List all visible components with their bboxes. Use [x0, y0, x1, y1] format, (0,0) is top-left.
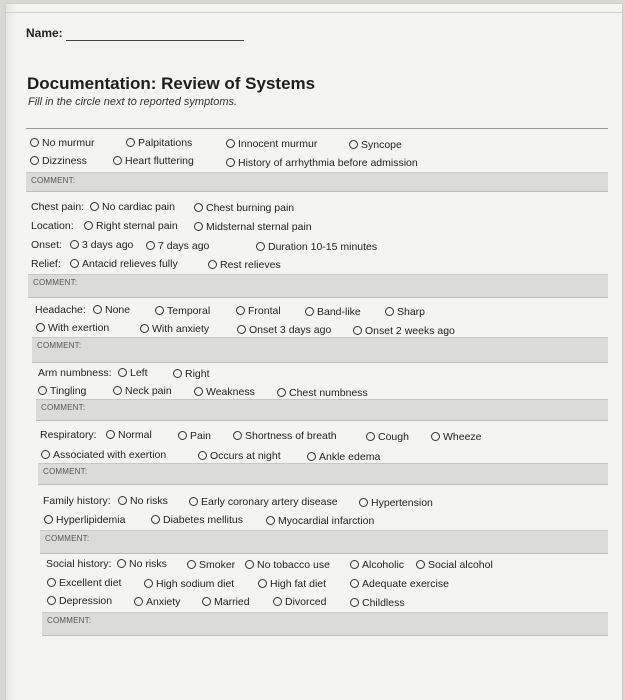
option-wheeze[interactable] [431, 431, 482, 443]
option-excellent-diet[interactable] [47, 577, 121, 589]
radio-circle-icon [70, 259, 79, 268]
option-label: Rest relieves [220, 259, 281, 271]
option-label: Right sternal pain [96, 220, 178, 232]
radio-circle-icon [70, 240, 79, 249]
radio-circle-icon [44, 515, 53, 524]
option-label: Right [185, 368, 210, 380]
option-hypertension[interactable] [359, 497, 433, 509]
comment-label: COMMENT: [43, 467, 88, 476]
radio-circle-icon [118, 496, 127, 505]
radio-circle-icon [117, 559, 126, 568]
option-family-no-risks[interactable] [118, 495, 168, 507]
radio-circle-icon [178, 431, 187, 440]
option-label: Palpitations [138, 137, 193, 149]
option-label: Chest burning pain [206, 202, 295, 214]
radio-circle-icon [113, 386, 122, 395]
comment-field[interactable] [36, 399, 608, 421]
option-label: 7 days ago [158, 240, 210, 252]
radio-circle-icon [237, 325, 246, 334]
radio-circle-icon [431, 432, 440, 441]
radio-circle-icon [198, 451, 207, 460]
radio-circle-icon [113, 156, 122, 165]
radio-circle-icon [226, 139, 235, 148]
option-label: Sharp [397, 306, 426, 318]
option-label: Syncope [361, 139, 402, 151]
top-edge-line [6, 12, 622, 13]
comment-field[interactable] [26, 172, 608, 192]
option-alcoholic[interactable] [350, 559, 404, 571]
location-label: Location: [31, 220, 74, 232]
chest-pain-label: Chest pain: [31, 201, 85, 213]
name-label: Name: [26, 26, 63, 40]
radio-circle-icon [350, 579, 359, 588]
option-label: Tingling [50, 385, 87, 397]
option-label: Onset 3 days ago [249, 324, 332, 336]
radio-circle-icon [126, 138, 135, 147]
option-no-cardiac-pain[interactable] [90, 201, 175, 213]
option-high-sodium-diet[interactable] [144, 578, 234, 590]
option-smoker[interactable] [187, 559, 235, 571]
option-tingling[interactable] [38, 385, 86, 397]
option-label: Diabetes mellitus [163, 514, 243, 526]
comment-field[interactable] [28, 274, 608, 298]
radio-circle-icon [258, 579, 267, 588]
radio-circle-icon [194, 387, 203, 396]
option-innocent-murmur[interactable] [226, 138, 317, 150]
option-label: Band-like [317, 306, 361, 318]
radio-circle-icon [30, 138, 39, 147]
option-divorced[interactable] [273, 596, 326, 608]
radio-circle-icon [93, 305, 102, 314]
option-label: Cough [378, 431, 409, 443]
option-social-alcohol[interactable] [416, 559, 493, 571]
option-label: No risks [130, 495, 168, 507]
option-no-murmur[interactable] [30, 137, 95, 149]
option-label: Duration 10-15 minutes [268, 241, 378, 253]
option-label: History of arrhythmia before admission [238, 157, 418, 169]
comment-field[interactable] [42, 612, 608, 636]
option-with-anxiety[interactable] [140, 323, 209, 335]
option-occurs-at-night[interactable] [198, 450, 281, 462]
option-label: Associated with exertion [53, 449, 167, 461]
option-label: Left [130, 367, 148, 379]
radio-circle-icon [385, 307, 394, 316]
option-syncope[interactable] [349, 139, 402, 151]
option-label: Smoker [199, 559, 236, 571]
social-history-label: Social history: [46, 558, 112, 570]
option-onset-3-days[interactable] [70, 239, 133, 251]
radio-circle-icon [233, 431, 242, 440]
radio-circle-icon [151, 515, 160, 524]
family-history-label: Family history: [43, 495, 111, 507]
option-label: Normal [118, 429, 152, 441]
option-palpitations[interactable] [126, 137, 192, 149]
comment-label: COMMENT: [45, 534, 90, 543]
radio-circle-icon [144, 579, 153, 588]
option-dizziness[interactable] [30, 155, 87, 167]
option-diabetes[interactable] [151, 514, 243, 526]
option-social-no-risks[interactable] [117, 558, 167, 570]
radio-circle-icon [226, 158, 235, 167]
option-married[interactable] [202, 596, 250, 608]
option-label: Temporal [167, 305, 211, 317]
radio-circle-icon [349, 140, 358, 149]
radio-circle-icon [202, 597, 211, 606]
option-label: High sodium diet [156, 578, 235, 590]
radio-circle-icon [84, 221, 93, 230]
option-label: Pain [190, 430, 212, 442]
radio-circle-icon [236, 306, 245, 315]
option-label: Innocent murmur [238, 138, 318, 150]
option-label: Hypertension [371, 497, 433, 509]
option-right[interactable] [173, 368, 210, 380]
option-shortness-of-breath[interactable] [233, 430, 337, 442]
option-right-sternal-pain[interactable] [84, 220, 178, 232]
radio-circle-icon [146, 241, 155, 250]
option-label: Excellent diet [59, 577, 122, 589]
option-antacid-relieves[interactable] [70, 258, 178, 270]
onset-label: Onset: [31, 239, 62, 251]
radio-circle-icon [134, 597, 143, 606]
option-label: Chest numbness [289, 387, 368, 399]
option-early-cad[interactable] [189, 496, 338, 508]
option-high-fat-diet[interactable] [258, 578, 326, 590]
option-onset-7-days[interactable] [146, 240, 209, 252]
option-sharp[interactable] [385, 306, 425, 318]
option-no-tobacco[interactable] [245, 559, 330, 571]
option-label: Childless [362, 597, 405, 609]
radio-circle-icon [245, 560, 254, 569]
comment-label: COMMENT: [37, 341, 82, 350]
radio-circle-icon [350, 560, 359, 569]
option-label: Onset 2 weeks ago [365, 325, 455, 337]
option-rest-relieves[interactable] [208, 259, 281, 271]
option-label: Weakness [206, 386, 255, 398]
option-cough[interactable] [366, 431, 409, 443]
radio-circle-icon [416, 560, 425, 569]
option-label: Neck pain [125, 385, 172, 397]
radio-circle-icon [41, 450, 50, 459]
option-onset-3-days-headache[interactable] [237, 324, 331, 336]
radio-circle-icon [353, 326, 362, 335]
option-label: Heart fluttering [125, 155, 194, 167]
option-label: With exertion [48, 322, 110, 334]
option-temporal[interactable] [155, 305, 210, 317]
option-midsternal-pain[interactable] [194, 221, 312, 233]
option-label: Wheeze [443, 431, 482, 443]
option-label: No cardiac pain [102, 201, 175, 213]
radio-circle-icon [173, 369, 182, 378]
radio-circle-icon [30, 156, 39, 165]
option-anxiety[interactable] [134, 596, 180, 608]
option-with-exertion[interactable] [36, 322, 109, 334]
page-title: Documentation: Review of Systems [27, 74, 316, 93]
option-left[interactable] [118, 367, 148, 379]
option-label: Anxiety [146, 596, 181, 608]
option-band-like[interactable] [305, 306, 361, 318]
option-heart-fluttering[interactable] [113, 155, 194, 167]
radio-circle-icon [140, 324, 149, 333]
option-headache-none[interactable] [93, 304, 130, 316]
option-childless[interactable] [350, 597, 405, 609]
option-chest-numbness[interactable] [277, 387, 368, 399]
radio-circle-icon [305, 307, 314, 316]
radio-circle-icon [266, 516, 275, 525]
comment-label: COMMENT: [31, 176, 76, 185]
option-chest-burning-pain[interactable] [194, 202, 294, 214]
radio-circle-icon [307, 452, 316, 461]
option-label: High fat diet [270, 578, 327, 590]
radio-circle-icon [38, 386, 47, 395]
option-frontal[interactable] [236, 305, 281, 317]
option-duration[interactable] [256, 241, 377, 253]
radio-circle-icon [194, 203, 203, 212]
option-label: Shortness of breath [245, 430, 337, 442]
radio-circle-icon [194, 222, 203, 231]
option-label: No risks [129, 558, 167, 570]
radio-circle-icon [90, 202, 99, 211]
option-label: None [105, 304, 131, 316]
option-onset-2-weeks[interactable] [353, 325, 455, 337]
option-label: No tobacco use [257, 559, 330, 571]
comment-field[interactable] [38, 463, 608, 485]
option-label: Early coronary artery disease [201, 496, 338, 508]
option-respiratory-normal[interactable] [106, 429, 152, 441]
option-ankle-edema[interactable] [307, 451, 380, 463]
comment-field[interactable] [32, 337, 608, 363]
section-divider [26, 128, 608, 129]
option-label: 3 days ago [82, 239, 134, 251]
radio-circle-icon [208, 260, 217, 269]
comment-label: COMMENT: [47, 616, 92, 625]
option-neck-pain[interactable] [113, 385, 172, 397]
respiratory-label: Respiratory: [40, 429, 97, 441]
option-myocardial-infarction[interactable] [266, 515, 374, 527]
radio-circle-icon [36, 323, 45, 332]
comment-field[interactable] [40, 530, 608, 554]
comment-label: COMMENT: [33, 278, 78, 287]
radio-circle-icon [118, 368, 127, 377]
option-arrhythmia-history[interactable] [226, 157, 418, 169]
page-subtitle: Fill in the circle next to reported symptoms. [28, 96, 238, 108]
option-depression[interactable] [47, 595, 112, 607]
radio-circle-icon [359, 498, 368, 507]
radio-circle-icon [350, 598, 359, 607]
option-label: No murmur [42, 137, 95, 149]
radio-circle-icon [277, 388, 286, 397]
radio-circle-icon [47, 596, 56, 605]
headache-label: Headache: [35, 304, 86, 316]
radio-circle-icon [366, 432, 375, 441]
option-label: Hyperlipidemia [56, 514, 126, 526]
option-label: With anxiety [152, 323, 210, 335]
radio-circle-icon [187, 560, 196, 569]
radio-circle-icon [47, 578, 56, 587]
option-label: Adequate exercise [362, 578, 449, 590]
option-associated-with-exertion[interactable] [41, 449, 166, 461]
radio-circle-icon [155, 306, 164, 315]
option-label: Divorced [285, 596, 327, 608]
arm-numbness-label: Arm numbness: [38, 367, 112, 379]
option-label: Midsternal sternal pain [206, 221, 312, 233]
option-label: Social alcohol [428, 559, 493, 571]
radio-circle-icon [273, 597, 282, 606]
relief-label: Relief: [31, 258, 61, 270]
option-adequate-exercise[interactable] [350, 578, 449, 590]
option-label: Antacid relieves fully [82, 258, 178, 270]
option-label: Dizziness [42, 155, 87, 167]
option-label: Myocardial infarction [278, 515, 375, 527]
comment-label: COMMENT: [41, 403, 86, 412]
option-label: Ankle edema [319, 451, 381, 463]
option-label: Married [214, 596, 250, 608]
option-label: Alcoholic [362, 559, 405, 571]
option-label: Occurs at night [210, 450, 281, 462]
option-respiratory-pain[interactable] [178, 430, 211, 442]
option-label: Frontal [248, 305, 281, 317]
radio-circle-icon [106, 430, 115, 439]
radio-circle-icon [256, 242, 265, 251]
option-hyperlipidemia[interactable] [44, 514, 125, 526]
option-weakness[interactable] [194, 386, 255, 398]
page-shadow [6, 4, 16, 700]
name-field-line[interactable] [66, 40, 244, 41]
radio-circle-icon [189, 497, 198, 506]
option-label: Depression [59, 595, 113, 607]
